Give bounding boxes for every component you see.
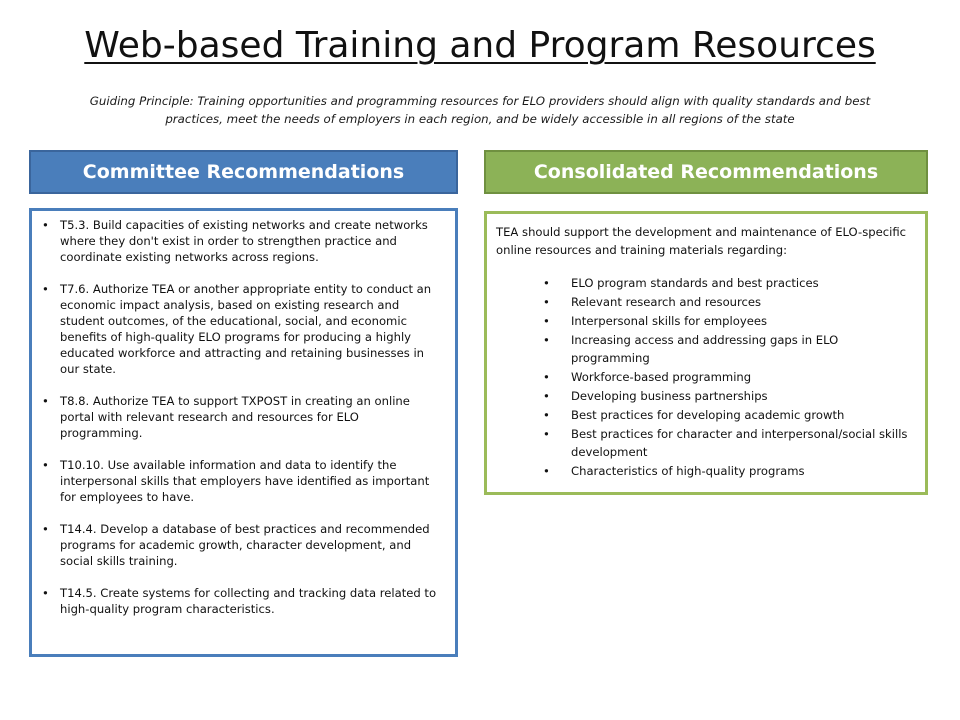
list-item: • T8.8. Authorize TEA to support TXPOST in creating an online portal with relevant research and resources for ELO programming. xyxy=(42,394,410,440)
consolidated-intro: TEA should support the development and maintenance of ELO-specific online resources and training materials regarding: xyxy=(496,225,906,257)
list-item: • T14.4. Develop a database of best practices and recommended programs for academic growth, character development, and social skills training. xyxy=(42,522,430,568)
list-item: • Increasing access and addressing gaps in ELO programming xyxy=(543,333,839,365)
list-item: • Developing business partnerships xyxy=(543,389,768,403)
bullet-icon: • xyxy=(543,314,550,328)
bullet-icon: • xyxy=(543,276,550,290)
bullet-icon: • xyxy=(42,522,49,536)
bullet-icon: • xyxy=(42,394,49,408)
list-item: • T7.6. Authorize TEA or another appropriate entity to conduct an economic impact analysis, based on existing research and student outcomes, of the educational, social, and economic benefits of high-quality ELO programs for producing a highly educated workforce and attracting and retaining businesses in our state. xyxy=(42,282,432,376)
list-item: • Relevant research and resources xyxy=(543,295,762,309)
list-item: • Best practices for developing academic growth xyxy=(543,408,845,422)
bullet-icon: • xyxy=(543,295,550,309)
consolidated-box xyxy=(484,211,928,495)
bullet-icon: • xyxy=(42,458,49,472)
bullet-icon: • xyxy=(543,370,550,384)
bullet-icon: • xyxy=(543,408,550,422)
slide-title: Web-based Training and Program Resources xyxy=(84,25,876,66)
bullet-icon: • xyxy=(42,586,49,600)
list-item: • ELO program standards and best practices xyxy=(543,276,819,290)
list-item: • Interpersonal skills for employees xyxy=(543,314,768,328)
guiding-principle: Guiding Principle: Training opportunities and programming resources for ELO providers should align with quality standards and best practices, meet the needs of employers in each region, and be widely accessible in all regions of the state xyxy=(89,94,871,126)
list-item: • Best practices for character and interpersonal/social skills development xyxy=(543,427,908,459)
committee-box xyxy=(29,208,458,657)
bullet-icon: • xyxy=(543,427,550,441)
bullet-icon: • xyxy=(543,464,550,478)
list-item: • T5.3. Build capacities of existing networks and create networks where they don't exist in order to strengthen practice and coordinate existing networks across regions. xyxy=(42,218,428,264)
topic-list xyxy=(496,274,913,480)
consolidated-header: Consolidated Recommendations xyxy=(484,150,928,194)
list-item: • T10.10. Use available information and data to identify the interpersonal skills that employers have identified as important for employees to have. xyxy=(42,458,430,504)
list-item: • Workforce-based programming xyxy=(543,370,752,384)
list-item: • T14.5. Create systems for collecting and tracking data related to high-quality program characteristics. xyxy=(42,586,437,616)
bullet-icon: • xyxy=(42,282,49,296)
bullet-icon: • xyxy=(543,333,550,347)
bullet-icon: • xyxy=(543,389,550,403)
list-item: • Characteristics of high-quality programs xyxy=(543,464,805,478)
bullet-icon: • xyxy=(42,218,49,232)
committee-list xyxy=(42,217,443,617)
committee-header: Committee Recommendations xyxy=(29,150,458,194)
